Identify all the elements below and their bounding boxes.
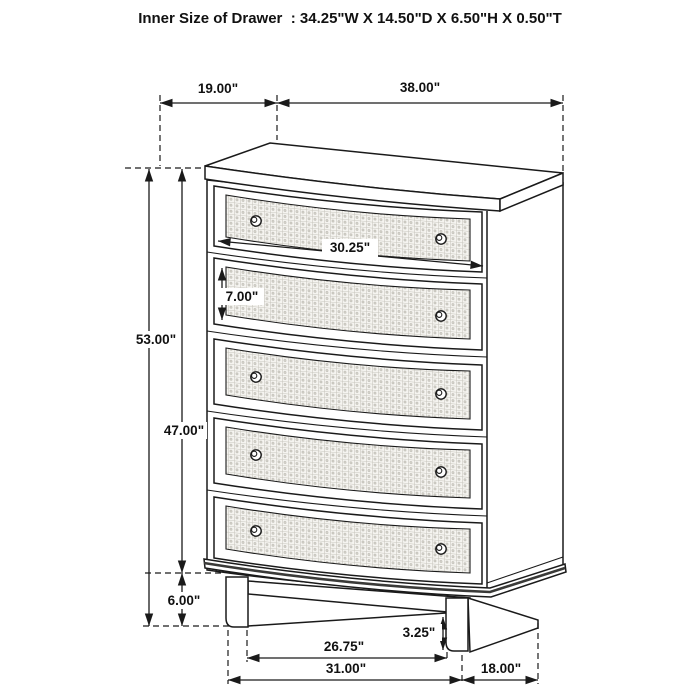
dimension-label-drawer-height: 7.00" xyxy=(225,289,259,304)
dimension-label-top-width: 38.00" xyxy=(399,80,441,95)
drawer-3-left-knob xyxy=(251,372,261,382)
drawing-title: Inner Size of Drawer : 34.25"W X 14.50"D X 6.50"H X 0.50"T xyxy=(138,10,562,27)
dimension-label-drawer-width: 30.25" xyxy=(329,240,371,255)
drawer-5-left-knob xyxy=(251,526,261,536)
dimension-label-base-side-depth: 18.00" xyxy=(480,661,522,676)
dimension-label-base-inner-width: 26.75" xyxy=(323,639,365,654)
drawer-1-right-knob xyxy=(436,234,446,244)
base-right-leg xyxy=(446,598,468,651)
base-side-panel xyxy=(468,598,538,652)
dimension-label-base-front-width: 31.00" xyxy=(325,661,367,676)
dimension-label-overall-height: 53.00" xyxy=(135,332,177,347)
drawer-4-left-knob xyxy=(251,450,261,460)
dimension-label-base-height: 6.00" xyxy=(167,593,201,608)
base-left-leg xyxy=(226,577,248,627)
dimension-label-case-height: 47.00" xyxy=(163,423,205,438)
drawer-4-right-knob xyxy=(436,467,446,477)
drawer-3-right-knob xyxy=(436,389,446,399)
drawer-2-right-knob xyxy=(436,311,446,321)
dimension-label-base-rail-height: 3.25" xyxy=(402,625,436,640)
drawer-1-left-knob xyxy=(251,216,261,226)
drawer-5-right-knob xyxy=(436,544,446,554)
dimension-label-top-depth: 19.00" xyxy=(197,81,239,96)
